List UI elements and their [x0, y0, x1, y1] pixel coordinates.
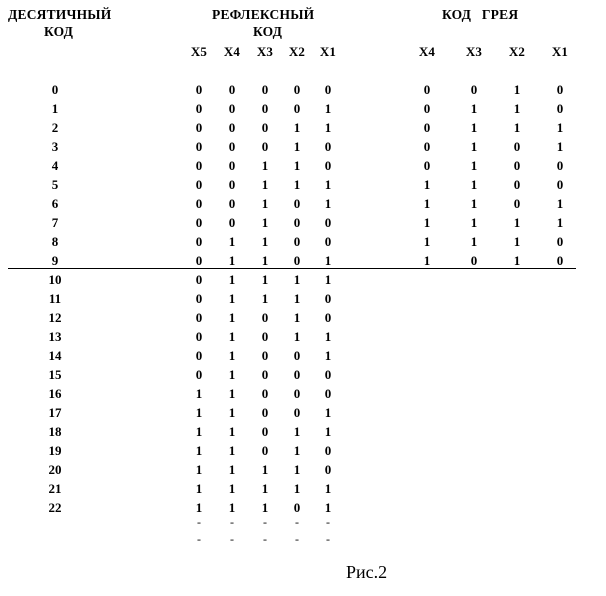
reflex-bit: 0	[324, 462, 332, 477]
decimal-value: 13	[48, 329, 62, 344]
gray-bit: 1	[470, 120, 478, 135]
continuation-dash: -	[326, 532, 330, 546]
gray-bit: 0	[556, 234, 564, 249]
reflex-bit: 1	[293, 158, 301, 173]
reflex-bit: 1	[324, 120, 332, 135]
gray-bit: 0	[513, 177, 521, 192]
gray-bit: 1	[513, 253, 521, 268]
reflex-bit: 1	[293, 443, 301, 458]
reflex-bit: 0	[261, 443, 269, 458]
reflex-bit: 0	[324, 310, 332, 325]
reflex-bit: 1	[261, 196, 269, 211]
gray-bit: 0	[423, 158, 431, 173]
reflex-bit: 0	[293, 101, 301, 116]
decimal-value: 7	[51, 215, 59, 230]
gray-bit: 1	[556, 215, 564, 230]
reflex-bit: 0	[261, 139, 269, 154]
reflex-bit: 0	[293, 196, 301, 211]
reflex-bit: 0	[228, 120, 236, 135]
gray-bit: 1	[470, 196, 478, 211]
gray-bit: 1	[470, 158, 478, 173]
gray-bit: 0	[470, 253, 478, 268]
reflex-bit: 1	[293, 424, 301, 439]
reflex-bit: 0	[261, 367, 269, 382]
reflex-bit: 1	[324, 500, 332, 515]
reflex-bit: 0	[195, 158, 203, 173]
divider-line	[8, 268, 576, 269]
reflex-bit: 1	[228, 500, 236, 515]
reflex-bit: 1	[261, 253, 269, 268]
reflex-bit: 1	[228, 310, 236, 325]
reflex-bit: 0	[195, 82, 203, 97]
reflex-bit: 1	[293, 139, 301, 154]
reflex-bit: 0	[228, 139, 236, 154]
reflex-bit: 0	[261, 386, 269, 401]
continuation-dash: -	[263, 532, 267, 546]
reflex-bit: 0	[261, 120, 269, 135]
continuation-dash: -	[197, 515, 201, 529]
reflex-bit: 0	[195, 348, 203, 363]
reflex-bit: 0	[228, 101, 236, 116]
reflex-bit: 0	[324, 139, 332, 154]
reflex-bit: 1	[228, 253, 236, 268]
reflex-bit: 0	[195, 196, 203, 211]
decimal-value: 18	[48, 424, 62, 439]
continuation-dash: -	[230, 515, 234, 529]
reflex-bit: 1	[261, 234, 269, 249]
reflex-bit: 1	[293, 329, 301, 344]
reflex-bit: 1	[261, 462, 269, 477]
gray-col-header-x4: X4	[418, 44, 436, 59]
decimal-value: 12	[48, 310, 62, 325]
reflex-bit: 0	[324, 158, 332, 173]
gray-bit: 1	[513, 82, 521, 97]
reflex-bit: 1	[261, 177, 269, 192]
decimal-value: 16	[48, 386, 62, 401]
reflex-bit: 1	[228, 424, 236, 439]
reflex-bit: 1	[195, 500, 203, 515]
gray-bit: 1	[556, 139, 564, 154]
gray-bit: 1	[470, 101, 478, 116]
decimal-value: 11	[48, 291, 62, 306]
reflex-bit: 0	[195, 272, 203, 287]
gray-bit: 0	[556, 101, 564, 116]
reflex-bit: 1	[228, 405, 236, 420]
gray-bit: 0	[513, 139, 521, 154]
gray-bit: 0	[513, 158, 521, 173]
gray-bit: 0	[423, 139, 431, 154]
reflex-bit: 1	[228, 386, 236, 401]
decimal-value: 9	[51, 253, 59, 268]
reflex-col-header-x3: X3	[256, 44, 274, 59]
reflex-bit: 1	[195, 386, 203, 401]
reflex-bit: 1	[195, 405, 203, 420]
gray-bit: 1	[513, 215, 521, 230]
reflex-bit: 1	[324, 177, 332, 192]
decimal-value: 20	[48, 462, 62, 477]
reflex-bit: 0	[324, 386, 332, 401]
reflex-bit: 1	[228, 291, 236, 306]
continuation-dash: -	[295, 532, 299, 546]
reflex-bit: 1	[293, 120, 301, 135]
reflex-bit: 1	[261, 500, 269, 515]
gray-col-header-x3: X3	[465, 44, 483, 59]
reflex-bit: 0	[324, 443, 332, 458]
reflex-bit: 0	[261, 348, 269, 363]
reflex-bit: 0	[195, 177, 203, 192]
reflex-col-header-x5: X5	[190, 44, 208, 59]
gray-bit: 1	[513, 120, 521, 135]
gray-bit: 0	[423, 82, 431, 97]
gray-bit: 1	[423, 177, 431, 192]
reflex-bit: 0	[293, 405, 301, 420]
reflex-bit: 1	[293, 462, 301, 477]
decimal-header-line2: КОД	[44, 24, 74, 39]
reflex-bit: 1	[228, 367, 236, 382]
decimal-value: 21	[48, 481, 62, 496]
reflex-bit: 1	[293, 291, 301, 306]
reflex-bit: 1	[228, 272, 236, 287]
gray-bit: 1	[470, 139, 478, 154]
reflex-bit: 0	[195, 215, 203, 230]
reflex-bit: 0	[261, 82, 269, 97]
reflex-bit: 0	[195, 120, 203, 135]
gray-bit: 1	[470, 215, 478, 230]
gray-bit: 0	[470, 82, 478, 97]
reflex-bit: 0	[228, 215, 236, 230]
reflex-bit: 0	[195, 253, 203, 268]
reflex-bit: 0	[228, 158, 236, 173]
reflex-bit: 0	[195, 234, 203, 249]
gray-bit: 1	[470, 177, 478, 192]
gray-bit: 0	[556, 158, 564, 173]
decimal-value: 17	[48, 405, 62, 420]
decimal-header-line1: ДЕСЯТИЧНЫЙ	[8, 7, 112, 22]
reflex-bit: 1	[261, 481, 269, 496]
decimal-value: 0	[51, 82, 59, 97]
gray-bit: 0	[423, 101, 431, 116]
gray-bit: 1	[556, 196, 564, 211]
reflex-bit: 1	[324, 329, 332, 344]
decimal-value: 4	[51, 158, 59, 173]
reflex-bit: 1	[195, 443, 203, 458]
reflex-bit: 1	[228, 443, 236, 458]
reflex-bit: 0	[324, 291, 332, 306]
decimal-value: 14	[48, 348, 62, 363]
gray-col-header-x1: X1	[551, 44, 569, 59]
reflex-bit: 0	[293, 367, 301, 382]
reflex-bit: 1	[228, 348, 236, 363]
continuation-dash: -	[230, 532, 234, 546]
reflex-bit: 1	[293, 177, 301, 192]
gray-bit: 1	[470, 234, 478, 249]
reflex-bit: 0	[228, 196, 236, 211]
decimal-value: 10	[48, 272, 62, 287]
reflex-bit: 0	[195, 310, 203, 325]
reflex-bit: 1	[228, 329, 236, 344]
continuation-dash: -	[263, 515, 267, 529]
reflex-bit: 1	[195, 462, 203, 477]
reflex-bit: 0	[261, 405, 269, 420]
decimal-value: 3	[51, 139, 59, 154]
reflex-bit: 0	[324, 82, 332, 97]
gray-bit: 1	[423, 215, 431, 230]
decimal-value: 15	[48, 367, 62, 382]
reflex-bit: 1	[228, 234, 236, 249]
reflex-bit: 0	[324, 367, 332, 382]
reflex-bit: 1	[261, 158, 269, 173]
reflex-bit: 1	[261, 272, 269, 287]
reflex-bit: 0	[195, 139, 203, 154]
reflex-bit: 1	[228, 462, 236, 477]
gray-header: КОД ГРЕЯ	[442, 7, 519, 22]
reflex-header-line2: КОД	[253, 24, 283, 39]
figure-caption: Рис.2	[346, 562, 388, 582]
reflex-bit: 0	[195, 291, 203, 306]
continuation-dash: -	[295, 515, 299, 529]
reflex-bit: 0	[293, 348, 301, 363]
reflex-bit: 0	[293, 500, 301, 515]
continuation-dash: -	[197, 532, 201, 546]
reflex-col-header-x2: X2	[288, 44, 306, 59]
reflex-bit: 0	[324, 215, 332, 230]
gray-bit: 0	[556, 177, 564, 192]
reflex-bit: 1	[261, 291, 269, 306]
reflex-bit: 1	[324, 405, 332, 420]
decimal-value: 1	[51, 101, 59, 116]
reflex-bit: 0	[293, 386, 301, 401]
gray-bit: 1	[423, 234, 431, 249]
reflex-bit: 0	[261, 329, 269, 344]
gray-bit: 1	[513, 234, 521, 249]
reflex-bit: 1	[293, 272, 301, 287]
reflex-bit: 1	[293, 481, 301, 496]
reflex-bit: 1	[324, 196, 332, 211]
reflex-bit: 1	[293, 310, 301, 325]
reflex-bit: 0	[195, 329, 203, 344]
decimal-value: 5	[51, 177, 59, 192]
reflex-bit: 0	[261, 424, 269, 439]
reflex-bit: 0	[261, 310, 269, 325]
reflex-bit: 1	[324, 424, 332, 439]
gray-bit: 0	[513, 196, 521, 211]
decimal-value: 2	[51, 120, 59, 135]
reflex-bit: 0	[228, 177, 236, 192]
gray-bit: 1	[513, 101, 521, 116]
reflex-bit: 0	[293, 82, 301, 97]
reflex-col-header-x1: X1	[319, 44, 337, 59]
reflex-bit: 1	[324, 272, 332, 287]
gray-bit: 1	[556, 120, 564, 135]
reflex-bit: 1	[195, 424, 203, 439]
reflex-bit: 0	[195, 367, 203, 382]
reflex-col-header-x4: X4	[223, 44, 241, 59]
reflex-bit: 0	[261, 101, 269, 116]
decimal-value: 8	[51, 234, 59, 249]
reflex-bit: 1	[324, 101, 332, 116]
gray-bit: 0	[556, 253, 564, 268]
continuation-dash: -	[326, 515, 330, 529]
decimal-value: 22	[48, 500, 62, 515]
reflex-bit: 1	[195, 481, 203, 496]
reflex-bit: 0	[293, 215, 301, 230]
reflex-header-line1: РЕФЛЕКСНЫЙ	[212, 7, 315, 22]
reflex-bit: 1	[261, 215, 269, 230]
gray-bit: 0	[423, 120, 431, 135]
decimal-value: 19	[48, 443, 62, 458]
gray-bit: 1	[423, 253, 431, 268]
gray-bit: 0	[556, 82, 564, 97]
gray-col-header-x2: X2	[508, 44, 526, 59]
reflex-bit: 0	[324, 234, 332, 249]
reflex-bit: 1	[324, 481, 332, 496]
reflex-bit: 1	[228, 481, 236, 496]
reflex-bit: 1	[324, 253, 332, 268]
reflex-bit: 0	[293, 253, 301, 268]
reflex-bit: 0	[195, 101, 203, 116]
decimal-value: 6	[51, 196, 59, 211]
reflex-bit: 0	[293, 234, 301, 249]
reflex-bit: 0	[228, 82, 236, 97]
reflex-bit: 1	[324, 348, 332, 363]
gray-bit: 1	[423, 196, 431, 211]
